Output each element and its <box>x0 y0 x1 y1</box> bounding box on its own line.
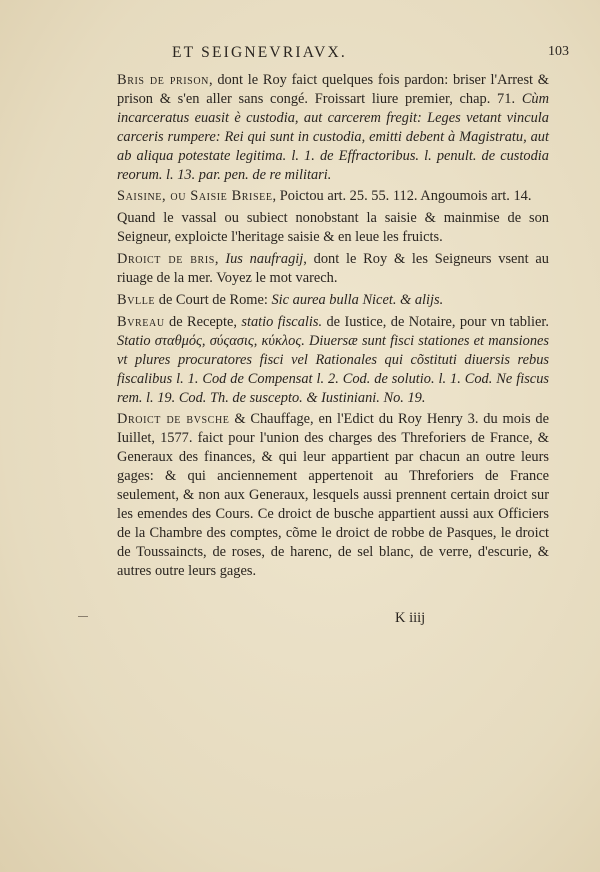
signature-mark: K iiij <box>395 610 426 626</box>
headword: Droict de bvsche <box>117 411 230 428</box>
page-number: 103 <box>548 44 569 59</box>
entry-droict-de-bris: Droict de bris, Ius naufragij, dont le Roy & les Seigneurs vsent au riuage de la mer. Voyez le mot varech. <box>117 251 549 287</box>
entry-text: Quand le vassal ou subiect nonobstant la saisie & mainmise de son Seigneur, exploicte l'heritage saisie & en leue les fruicts. <box>117 210 549 246</box>
headword: Bris de prison <box>117 72 209 88</box>
entry-text: , Poictou art. 25. 55. 112. Angoumois art. 14. <box>272 188 532 205</box>
running-head: ET SEIGNEVRIAVX. <box>172 44 347 61</box>
page-body <box>117 71 549 584</box>
entry-saisie-explanation <box>117 209 549 247</box>
entry-text: , dont le Roy & les Seigneurs vsent au riuage de la mer. Voyez le mot varech. <box>117 251 549 287</box>
headword: Droict de bris <box>117 251 215 268</box>
entry-droict-de-busche <box>117 410 549 580</box>
latin-citation: Cùm incarceratus euasit è custodia, aut carcerem fregit: Leges vetant vincula carceris rumpere: Rei qui sunt in custodia, emitti debent à Magistratu, aut ab aliqua potestate legitima. l. 1. de Effractoribus. l. penult. de custodia reorum. l. 13. par. pen. de re militari. <box>117 90 549 183</box>
latin-citation: Statio σταθμός, σύςασις, κύκλος. Diuersæ sunt fisci stationes et mansiones vt plures procuratores fisci vel Rationales qui cõstituti diuersis rebus fiscalibus l. 1. Cod de Compensat l. 2. Cod. de solutio. l. 1. Cod. Ne fiscus rem. l. 19. Cod. Th. de susceptо. & Iustiniani. No. 19. <box>117 332 549 406</box>
entry-text-after: de Iustice, de Notaire, pour vn tablier. <box>322 313 549 330</box>
entry-text: de Recepte, <box>164 313 242 330</box>
entry-saisie-brisee <box>117 187 549 206</box>
entry-text: , dont le Roy faict quelques fois pardon: briser l'Arrest & prison & s'en aller sans congé. Froissart liure premier, chap. 71. <box>117 72 550 107</box>
latin-term: Ius naufragij <box>225 251 304 268</box>
entry-bris-de-prison <box>117 71 549 184</box>
latin-term: statio fiscalis. <box>241 313 323 330</box>
entry-text: & Chauffage, en l'Edict du Roy Henry 3. du mois de Iuillet, 1577. faict pour l'union des charges des Threforiers de France, & Generaux des finances, & qui leur appartient par chacun an outre leurs gages: & qui anciennement appertenoit au Threforiers de France seulement, & non aux Generaux, lesquels aussi prennent certain droict sur les emendes des Cours. Ce droict de busche appartient aussi aux Officiers de la Chambre des comptes, cõme le droict de robbe de Pasques, le droict de Toussaincts, de roses, de harenc, de sel blanc, de verre, d'escurie, & autres outre leurs gages. <box>117 411 549 579</box>
headword: Bvlle <box>117 291 156 308</box>
latin-citation: Sic aurea bulla Nicet. & alijs. <box>271 291 444 308</box>
entry-bureau <box>117 313 549 408</box>
entry-text: de Court de Rome: <box>155 291 272 308</box>
margin-mark <box>78 616 88 617</box>
entry-bulle <box>117 291 549 310</box>
headword: Bvreau <box>117 313 165 330</box>
headword: Saisine, ou Saisie Brisee <box>117 188 273 205</box>
